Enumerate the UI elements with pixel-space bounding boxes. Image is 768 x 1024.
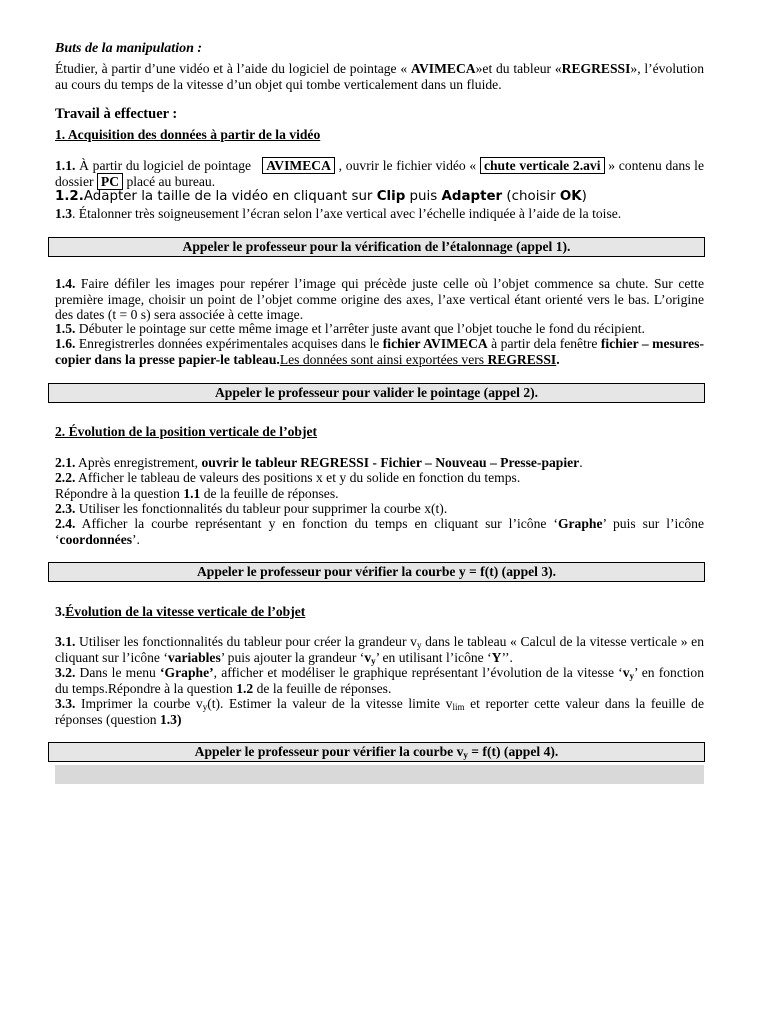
step-1-5: 1.5. Débuter le pointage sur cette même image et l’arrêter juste avant que l’objet touche le fond du récipient.: [55, 321, 645, 336]
callout-appel-1: Appeler le professeur pour la vérification de l’étalonnage (appel 1).: [48, 237, 705, 257]
step-1-4: 1.4. Faire défiler les images pour repérer l’image qui précède juste celle où l’objet commence sa chute. Sur cette première image, choisir un point de l’objet comme origine des axes, l’axe vertical étant orienté vers le bas. L’origine des dates (t = 0 s) sera associée à cette image.: [55, 276, 704, 322]
step-2-3: 2.3. Utiliser les fonctionnalités du tableur pour supprimer la courbe x(t).: [55, 501, 448, 516]
step-3-1: 3.1. Utiliser les fonctionnalités du tableur pour créer la grandeur $v_y$ dans le tableau « Calcul de la vitesse verticale » en cliquant sur l’icône ‘variables’ puis ajouter la grandeur ‘$v_y$’ en utilisant l’icône ‘Y’’.: [55, 634, 704, 666]
step-1-2: 1.2.Adapter la taille de la vidéo en cliquant sur Clip puis Adapter (choisir OK): [55, 189, 587, 204]
section-1-title: 1. Acquisition des données à partir de la vidéo: [55, 127, 321, 142]
step-2-2: 2.2. Afficher le tableau de valeurs des positions x et y du solide en fonction du temps.: [55, 470, 521, 485]
step-2-2-answer: Répondre à la question 1.1 de la feuille de réponses.: [55, 486, 339, 501]
step-1-1: 1.1. À partir du logiciel de pointage AVIMECA , ouvrir le fichier vidéo « chute verticale 2.avi » contenu dans le dossier PC placé au bureau.: [55, 158, 704, 189]
section-3-title: 3.Évolution de la vitesse verticale de l’objet: [55, 604, 306, 619]
step-3-2: 3.2. Dans le menu ‘Graphe’, afficher et modéliser le graphique représentant l’évolution de la vitesse ‘$v_y$’ en fonction du temps.Répondre à la question 1.2 de la feuille de réponses.: [55, 665, 704, 696]
work-heading: Travail à effectuer :: [55, 106, 178, 122]
step-3-3: 3.3. Imprimer la courbe $v_y(t)$. Estimer la valeur de la vitesse limite $v_{lim}$ et reporter cette valeur dans la feuille de réponses (question 1.3): [55, 696, 704, 727]
gray-shaded-bar: [55, 765, 704, 784]
callout-appel-4: Appeler le professeur pour vérifier la courbe $v_y = f(t)$ (appel 4).: [48, 742, 705, 762]
step-1-3: 1.3. Étalonner très soigneusement l’écran selon l’axe vertical avec l’échelle indiquée à l’aide de la toise.: [55, 206, 622, 221]
section-2-title: 2. Évolution de la position verticale de l’objet: [55, 424, 318, 439]
intro-paragraph: Étudier, à partir d’une vidéo et à l’aide du logiciel de pointage « AVIMECA»et du tableur «REGRESSI», l’évolution au cours du temps de la vitesse d’un objet qui tombe verticalement dans un fluide.: [55, 61, 704, 92]
callout-appel-3: Appeler le professeur pour vérifier la courbe y = f(t) (appel 3).: [48, 562, 705, 582]
step-2-4: 2.4. Afficher la courbe représentant y en fonction du temps en cliquant sur l’icône ‘Graphe’ puis sur l’icône ‘coordonnées’.: [55, 516, 704, 547]
step-2-1: 2.1. Après enregistrement, ouvrir le tableur REGRESSI - Fichier – Nouveau – Presse-papier.: [55, 455, 583, 470]
callout-appel-2: Appeler le professeur pour valider le pointage (appel 2).: [48, 383, 705, 403]
step-1-6: 1.6. Enregistrerles données expérimentales acquises dans le fichier AVIMECA à partir dela fenêtre fichier – mesures-copier dans la presse papier-le tableau.Les données sont ainsi exportées vers REGRESSI.: [55, 336, 704, 367]
goals-heading: Buts de la manipulation :: [55, 41, 203, 56]
